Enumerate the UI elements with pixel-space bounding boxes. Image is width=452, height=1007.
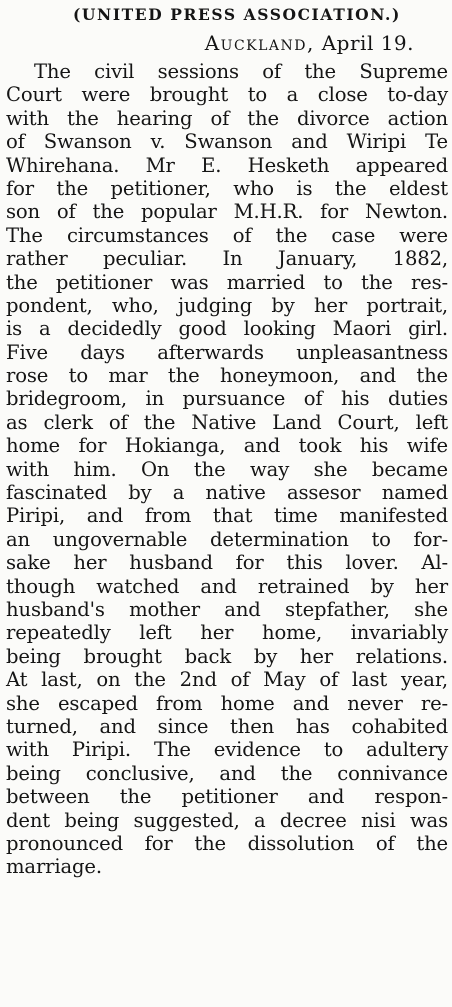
article-line: rather peculiar. In January, 1882, [6,247,448,271]
article-line: bridegroom, in pursuance of his duties [6,387,448,411]
article-line: with him. On the way she became [6,457,448,481]
article-line: dent being suggested, a decree nisi was [6,808,448,832]
dateline [6,30,448,56]
article-line: Court were brought to a close to-day [6,83,448,107]
article-line: though watched and retrained by her [6,574,448,598]
article-line: with Piripi. The evidence to adultery [6,738,448,762]
article-line: The civil sessions of the Supreme [34,60,448,83]
article-line: between the petitioner and respon- [6,785,448,809]
article-line: repeatedly left her home, invariably [6,621,448,645]
article-line: pondent, who, judging by her portrait, [6,293,448,317]
article-line: Whirehana. Mr E. Hesketh appeared [6,153,448,177]
article-line: being brought back by her relations. [6,644,448,668]
article-line: fascinated by a native assesor named [6,481,448,505]
article-line: home for Hokianga, and took his wife [6,434,448,458]
article-line: husband's mother and stepfather, she [6,597,448,621]
article-line: as clerk of the Native Land Court, left [6,410,448,434]
article-line: Five days afterwards unpleasantness [6,340,448,364]
article-line: for the petitioner, who is the eldest [6,176,448,200]
article-line: an ungovernable determination to for- [6,527,448,551]
article-line: being conclusive, and the connivance [6,761,448,785]
article-line: At last, on the 2nd of May of last year, [6,668,448,692]
article-line: she escaped from home and never re- [6,691,448,715]
agency-header: (UNITED PRESS ASSOCIATION.) [73,5,401,24]
article-line: of Swanson v. Swanson and Wiripi Te [6,130,448,154]
dateline-date: April 19. [321,31,414,55]
article-line: is a decidedly good looking Maori girl. [6,317,448,341]
article-line: turned, and since then has cohabited [6,714,448,738]
article-line: son of the popular M.H.R. for Newton. [6,200,448,224]
dateline-place: Auckland, [204,31,315,55]
article-line: The circumstances of the case were [6,223,448,247]
article-line: with the hearing of the divorce action [6,106,448,130]
article-line: Piripi, and from that time manifested [6,504,448,528]
article-line: rose to mar the honeymoon, and the [6,364,448,388]
article-line: pronounced for the dissolution of the [6,831,448,855]
article-body [6,60,448,879]
article-line: marriage. [6,855,102,879]
article-line: sake her husband for this lover. Al- [6,551,448,575]
article-line: the petitioner was married to the res- [6,270,448,294]
